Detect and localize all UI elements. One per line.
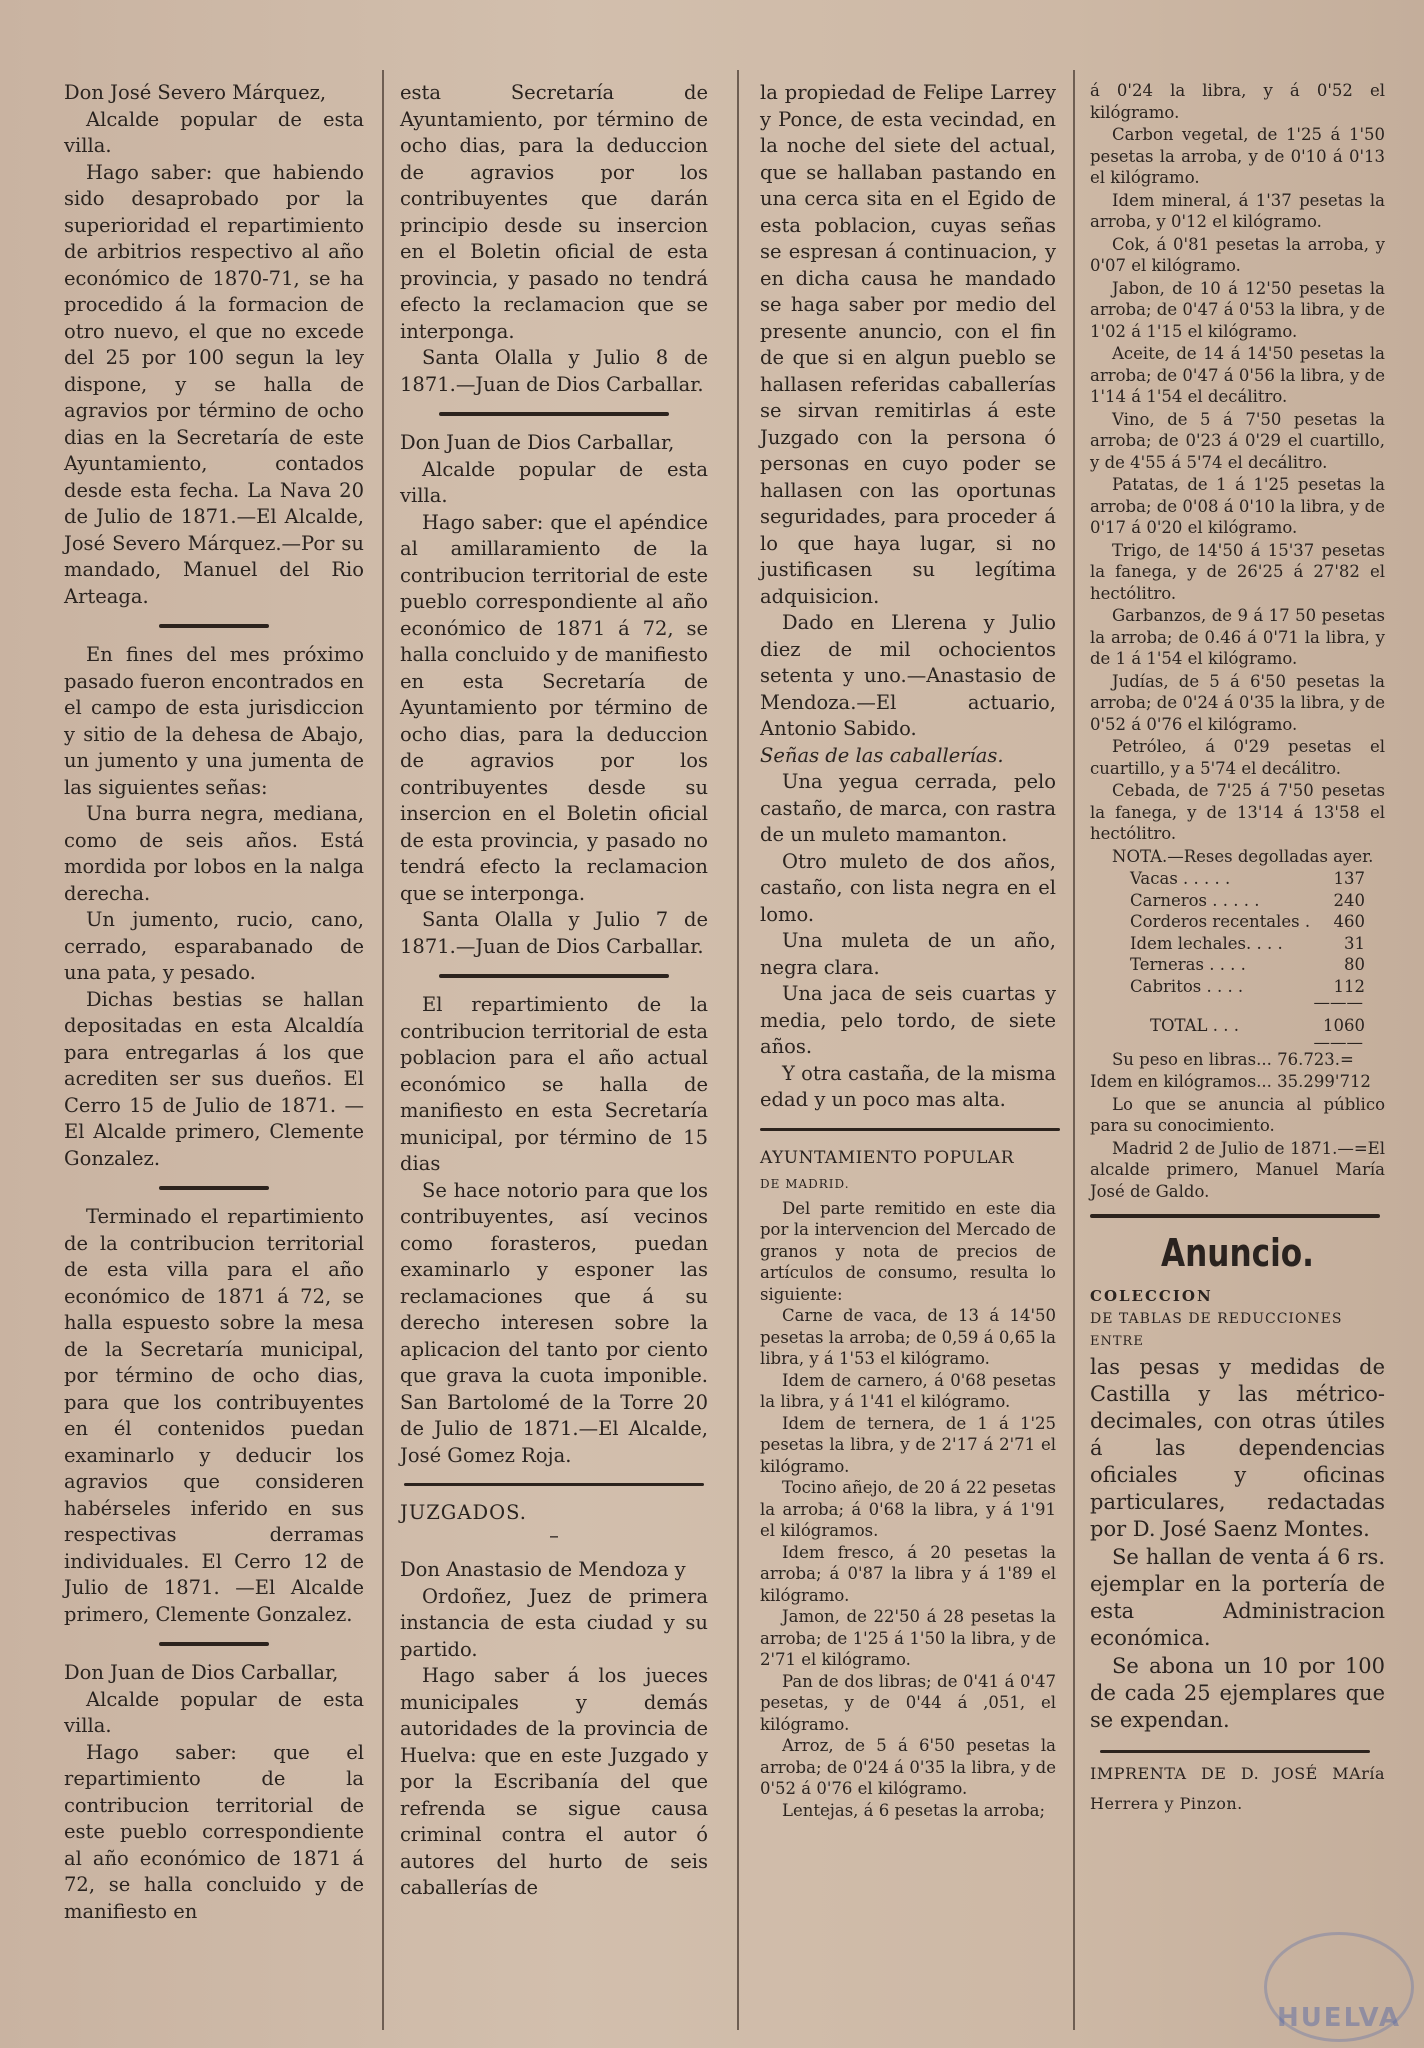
price-item: Carne de vaca, de 13 á 14'50 pesetas la arroba; de 0,59 á 0,65 la libra, y á 1'53 el kilógramo. — [760, 1306, 1056, 1368]
row-label: Corderos recentales . — [1130, 912, 1311, 931]
price-item: Idem de ternera, de 1 á 1'25 pesetas la libra, y de 2'17 á 2'71 el kilógramo. — [760, 1413, 1056, 1476]
notice-text: Se hace notorio para que los contribuyentes, así vecinos como forasteros, puedan examinarlo y esponer las reclamaciones que á su derecho interesen sobre la aplicacion del tanto por ciento que grava la cuota imponible. San Bartolomé de la Torre 20 de Julio de 1871.—El Alcalde, José Gomez Roja. — [400, 1178, 708, 1467]
section-rule — [1090, 1214, 1380, 1218]
section-title-juzgados: JUZGADOS. — [400, 1501, 527, 1524]
list-item: Otro muleto de dos años, castaño, con lista negra en el lomo. — [760, 849, 1056, 926]
row-label: Terneras . . . . — [1130, 955, 1246, 974]
price-item: Arroz, de 5 á 6'50 pesetas la arroba; de 0'24 á 0'35 la libra, y de 0'52 á 0'76 el kilógramo. — [760, 1736, 1056, 1798]
weight-line: Idem en kilógramos... 35.299'712 — [1090, 1072, 1371, 1091]
price-item: Trigo, de 14'50 á 15'37 pesetas la fanega, y de 26'25 á 27'82 el hectólitro. — [1090, 540, 1385, 603]
separator — [439, 974, 669, 978]
row-value: 240 — [1333, 890, 1365, 910]
total-value: 1060 — [1323, 1016, 1365, 1035]
table-row — [1090, 933, 1385, 955]
table-row — [1090, 868, 1385, 890]
notice-text: En fines del mes próximo pasado fueron encontrados en el campo de esta jurisdiccion y sitio de la dehesa de Abajo, un jumento y una jumenta de las siguientes señas: — [64, 643, 364, 799]
ad-text: Se hallan de venta á 6 rs. ejemplar en la portería de esta Administracion económica. — [1090, 1544, 1385, 1650]
notice-text: Hago saber: que el repartimiento de la contribucion territorial de este pueblo correspondiente al año económico de 1871 á 72, se halla concluido y de manifiesto en — [64, 1740, 364, 1923]
notice-text: Un jumento, rucio, cano, cerrado, esparabanado de una pata, y pesado. — [64, 908, 364, 984]
row-value: 80 — [1344, 955, 1365, 974]
notice-signature: Santa Olalla y Julio 7 de 1871.—Juan de Dios Carballar. — [400, 908, 708, 958]
ad-entre: ENTRE — [1090, 1334, 1144, 1349]
anuncio-title: Anuncio. — [1160, 1231, 1315, 1275]
library-stamp: HUELVA — [1264, 1932, 1414, 2042]
separator — [159, 1642, 269, 1646]
price-item: Idem de carnero, á 0'68 pesetas la libra, y á 1'41 el kilógramo. — [760, 1370, 1056, 1411]
table-row — [1090, 954, 1385, 976]
notice-text: El repartimiento de la contribucion territorial de esta poblacion para el año actual económico se halla de manifiesto en esta Secretaría municipal, por término de 15 dias — [400, 993, 708, 1175]
notice-text: la propiedad de Felipe Larrey y Ponce, de esta vecindad, en la noche del siete del actual, que se hallaban pastando en una cerca sita en el Egido de esta poblacion, cuyas señas se espresan á continuacion, y en dicha causa he mandado se haga saber por medio del presente anuncio, con el fin de que si en algun pueblo se hallasen referidas caballerías se sirvan remitirlas á este Juzgado con la persona ó personas en cuyo poder se hallasen con las oportunas seguridades, para proceder á lo que haya lugar, si no justificasen su legítima adquisicion. — [760, 81, 1056, 608]
list-item: Una yegua cerrada, pelo castaño, de marca, con rastra de un muleto mamanton. — [760, 770, 1056, 846]
weight-line: Su peso en libras... 76.723.= — [1112, 1049, 1354, 1069]
section-subtitle: DE MADRID. — [760, 1177, 850, 1191]
price-item: Cebada, de 7'25 á 7'50 pesetas la fanega, y de 13'14 á 13'58 el hectólitro. — [1090, 781, 1385, 843]
sum-dash: ——— — [1313, 993, 1363, 1012]
table-row — [1090, 911, 1385, 933]
row-value: 460 — [1333, 912, 1365, 931]
column-divider — [1073, 70, 1075, 2030]
price-item: á 0'24 la libra, y á 0'52 el kilógramo. — [1090, 81, 1385, 122]
price-item: Cok, á 0'81 pesetas la arroba, y 0'07 el kilógramo. — [1090, 234, 1385, 275]
column-3 — [760, 80, 1056, 1821]
section-subtitle: Señas de las caballerías. — [760, 743, 1004, 767]
list-item: Una muleta de un año, negra clara. — [760, 929, 1056, 979]
small-dash: – — [549, 1523, 559, 1547]
price-item: Jamon, de 22'50 á 28 pesetas la arroba; de 1'25 á 1'50 la libra, y de 2'71 el kilógramo. — [760, 1607, 1056, 1669]
notice-text: Terminado el repartimiento de la contribucion territorial de esta villa para el año económico de 1871 á 72, se halla espuesto sobre la mesa de la Secretaría municipal, por término de ocho dias, para que los contribuyentes en él contenidos puedan examinarlo y deducir los agravios que consideren habérseles inferido en sus respectivas derramas individuales. El Cerro 12 de Julio de 1871. —El Alcalde primero, Clemente Gonzalez. — [64, 1205, 364, 1626]
section-rule — [404, 1483, 704, 1486]
notice-signature: Santa Olalla y Julio 8 de 1871.—Juan de Dios Carballar. — [400, 346, 708, 396]
notice-signature: Madrid 2 de Julio de 1871.—=El alcalde primero, Manuel María José de Galdo. — [1090, 1138, 1385, 1201]
price-item: Jabon, de 10 á 12'50 pesetas la arroba; de 0'47 á 0'53 la libra, y de 1'02 á 1'15 el kilógramo. — [1090, 278, 1385, 341]
price-item: Patatas, de 1 á 1'25 pesetas la arroba; de 0'08 á 0'10 la libra, y de 0'17 á 0'20 el kilógramo. — [1090, 475, 1385, 537]
ad-heading: COLECCION — [1090, 1287, 1213, 1305]
notice-heading-sub: Alcalde popular de esta villa. — [64, 107, 364, 157]
price-item: Judías, de 5 á 6'50 pesetas la arroba; de 0'24 á 0'35 la libra, y de 0'52 á 0'76 el kilógramo. — [1090, 671, 1385, 734]
ad-text: Se abona un 10 por 100 de cada 25 ejemplares que se expendan. — [1090, 1653, 1385, 1732]
sum-dash: ——— — [1313, 1032, 1363, 1052]
notice-text: Hago saber: que habiendo sido desaprobado por la superioridad el repartimiento de arbitrios respectivo al año económico de 1870-71, se ha procedido á la formacion de otro nuevo, el que no excede del 25 por 100 segun la ley dispone, y se halla de agravios por término de ocho dias en la Secretaría de este Ayuntamiento, contados desde esta fecha. La Nava 20 de Julio de 1871.—El Alcalde, José Severo Márquez.—Por su mandado, Manuel del Rio Arteaga. — [64, 160, 364, 608]
list-item: Y otra castaña, de la misma edad y un poco mas alta. — [760, 1061, 1056, 1111]
price-item: Idem fresco, á 20 pesetas la arroba; á 0'87 la libra y á 1'89 el kilógramo. — [760, 1542, 1056, 1605]
total-label: TOTAL . . . — [1150, 1016, 1239, 1035]
row-value: 137 — [1333, 869, 1365, 888]
section-rule — [1100, 1750, 1370, 1753]
ad-text: las pesas y medidas de Castilla y las métrico-decimales, con otras útiles á las dependencias oficiales y oficinas particulares, redactadas por D. José Saenz Montes. — [1090, 1354, 1385, 1541]
separator — [159, 1186, 269, 1190]
notice-heading-sub: Ordoñez, Juez de primera instancia de esta ciudad y su partido. — [400, 1584, 708, 1661]
row-label: Cabritos . . . . — [1130, 976, 1244, 996]
notice-heading: Don Juan de Dios Carballar, — [64, 1661, 339, 1684]
notice-text: Del parte remitido en este dia por la intervencion del Mercado de granos y nota de precios de artículos de consumo, resulta lo siguiente: — [760, 1198, 1056, 1304]
row-label: Idem lechales. . . . — [1130, 933, 1283, 953]
price-item: Idem mineral, á 1'37 pesetas la arroba, y 0'12 el kilógramo. — [1090, 190, 1385, 231]
price-item: Pan de dos libras; de 0'41 á 0'47 pesetas, y de 0'44 á ,051, el kilógramo. — [760, 1671, 1056, 1734]
separator — [159, 624, 269, 628]
separator — [439, 412, 669, 416]
price-item: Garbanzos, de 9 á 17 50 pesetas la arroba; de 0.46 á 0'71 la libra, y de 1 á 1'54 el kilógramo. — [1090, 606, 1385, 668]
notice-text: Una burra negra, mediana, como de seis años. Está mordida por lobos en la nalga derecha. — [64, 802, 364, 905]
price-item: Carbon vegetal, de 1'25 á 1'50 pesetas la arroba, y de 0'10 á 0'13 el kilógramo. — [1090, 125, 1385, 187]
price-item: Tocino añejo, de 20 á 22 pesetas la arroba; á 0'68 la libra, y á 1'91 el kilógramos. — [760, 1478, 1056, 1540]
price-item: Lentejas, á 6 pesetas la arroba; — [782, 1800, 1046, 1820]
notice-heading-sub: Alcalde popular de esta villa. — [400, 457, 708, 507]
column-4 — [1090, 80, 1385, 1820]
notice-text: Dichas bestias se hallan depositadas en esta Alcaldía para entregarlas á los que acrediten ser sus dueños. El Cerro 15 de Julio de 1871. —El Alcalde primero, Clemente Gonzalez. — [64, 987, 364, 1170]
notice-text: Hago saber: que el apéndice al amillaramiento de la contribucion territorial de este pueblo correspondiente al año económico de 1871 á 72, se halla concluido y de manifiesto en esta Secretaría de Ayuntamiento por término de ocho dias, para la deduccion de agravios por los contribuyentes desde su insercion en el Boletin oficial de esta provincia, y pasado no tendrá efecto la reclamacion que se interponga. — [400, 510, 708, 905]
row-label: Carneros . . . . . — [1130, 890, 1260, 910]
table-row — [1090, 890, 1385, 912]
row-label: Vacas . . . . . — [1130, 869, 1231, 888]
price-item: Vino, de 5 á 7'50 pesetas la arroba; de 0'23 á 0'29 el cuartillo, y de 4'55 á 5'74 el decálitro. — [1090, 409, 1385, 472]
column-1 — [64, 80, 364, 1925]
column-2 — [400, 80, 708, 1902]
section-title-ayuntamiento: AYUNTAMIENTO POPULAR — [760, 1147, 1014, 1168]
column-divider — [382, 70, 384, 2030]
list-item: Una jaca de seis cuartas y media, pelo tordo, de siete años. — [760, 982, 1056, 1058]
price-item: Aceite, de 14 á 14'50 pesetas la arroba; de 0'47 á 0'56 la libra, y de 1'14 á 1'54 el decálitro. — [1090, 344, 1385, 406]
nota-heading: NOTA.—Reses degolladas ayer. — [1112, 846, 1374, 866]
row-value: 31 — [1344, 933, 1365, 953]
notice-text: esta Secretaría de Ayuntamiento, por término de ocho dias, para la deduccion de agravios por los contribuyentes que darán principio desde su insercion en el Boletin oficial de esta provincia, y pasado no tendrá efecto la reclamacion que se interponga. — [400, 81, 708, 343]
notice-text: Lo que se anuncia al público para su conocimiento. — [1090, 1094, 1385, 1135]
notice-text: Hago saber á los jueces municipales y demás autoridades de la provincia de Huelva: que en este Juzgado y por la Escribanía del que refrenda se sigue causa criminal contra el autor ó autores del hurto de seis caballerías de — [400, 1664, 708, 1899]
row-value: 112 — [1333, 976, 1365, 996]
price-item: Petróleo, á 0'29 pesetas el cuartillo, y a 5'74 el decálitro. — [1090, 737, 1385, 778]
notice-signature: Dado en Llerena y Julio diez de mil ochocientos setenta y uno.—Anastasio de Mendoza.—El actuario, Antonio Sabido. — [760, 611, 1056, 740]
printer-imprint: IMPRENTA DE D. JOSÉ MAría Herrera y Pinzon. — [1090, 1763, 1385, 1813]
ad-subheading: DE TABLAS DE REDUCCIONES — [1090, 1310, 1343, 1327]
notice-heading: Don José Severo Márquez, — [64, 81, 327, 104]
notice-heading: Don Anastasio de Mendoza y — [400, 1558, 686, 1581]
section-rule — [760, 1128, 1060, 1131]
notice-heading: Don Juan de Dios Carballar, — [400, 431, 675, 454]
notice-heading-sub: Alcalde popular de esta villa. — [64, 1687, 364, 1737]
column-divider — [737, 70, 739, 2030]
